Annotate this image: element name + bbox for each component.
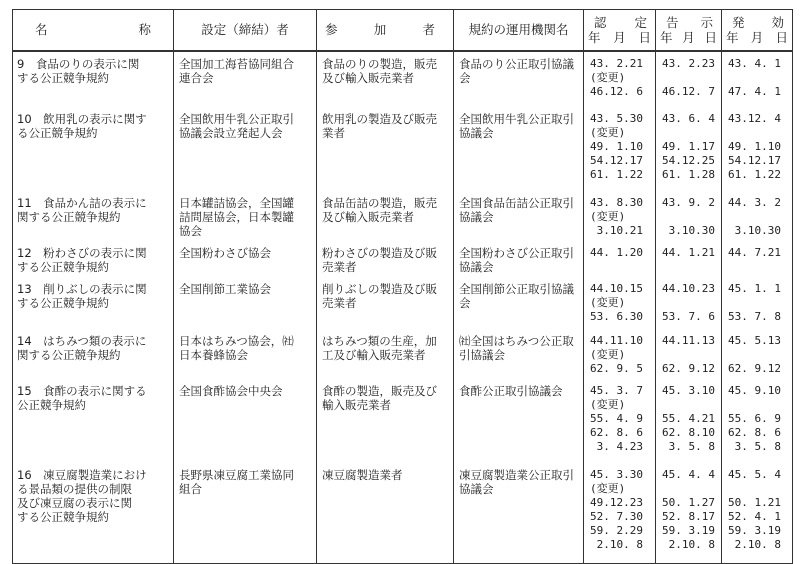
participants-cell — [317, 463, 454, 563]
approval-cell — [584, 191, 656, 241]
effective-cell — [722, 107, 793, 191]
header-approval-char: 定 — [634, 15, 647, 30]
header-year-char: 年 — [726, 30, 739, 45]
header-participants-char: 参 — [325, 22, 338, 37]
effective-dates: 45. 9.10 55. 6. 9 62. 8. 6 3. 5. 8 — [728, 384, 781, 453]
notice-cell — [656, 51, 722, 107]
approval-cell — [584, 277, 656, 329]
effective-dates: 44. 7.21 — [728, 246, 781, 259]
header-notice — [656, 10, 722, 52]
header-month-char: 月 — [613, 30, 626, 45]
regulation-table — [12, 9, 793, 564]
participants-cell — [317, 51, 454, 107]
approval-dates: 45. 3. 7 (変更) 55. 4. 9 62. 8. 6 3. 4.23 — [590, 384, 643, 453]
effective-dates: 43.12. 4 49. 1.10 54.12.17 61. 1.22 — [728, 112, 781, 181]
approval-cell — [584, 463, 656, 563]
setter-cell — [174, 191, 317, 241]
notice-dates: 44.11.13 62. 9.12 — [662, 334, 715, 375]
header-operator-label: 規約の運用機関名 — [468, 22, 569, 37]
notice-cell — [656, 277, 722, 329]
name-text: 14 はちみつ類の表示に 関する公正競争規約 — [17, 334, 147, 362]
header-participants-char: 者 — [422, 22, 435, 37]
table-row — [13, 329, 793, 379]
effective-cell — [722, 51, 793, 107]
approval-cell — [584, 329, 656, 379]
operator-cell — [454, 277, 584, 329]
setter-cell — [174, 107, 317, 191]
notice-dates: 44.10.23 53. 7. 6 — [662, 282, 715, 323]
setter-text: 日本はちみつ協会，㈳ 日本養蜂協会 — [179, 334, 294, 362]
approval-cell — [584, 379, 656, 463]
header-setter — [174, 10, 317, 52]
participants-cell — [317, 191, 454, 241]
operator-cell — [454, 379, 584, 463]
approval-dates: 43. 2.21 (変更) 46.12. 6 — [590, 57, 643, 98]
name-cell — [13, 463, 174, 563]
participants-text: 削りぶしの製造及び販 売業者 — [322, 282, 437, 310]
operator-cell — [454, 191, 584, 241]
participants-text: 飲用乳の製造及び販売 業者 — [322, 112, 437, 140]
header-notice-char: 示 — [700, 15, 713, 30]
header-name-char: 称 — [138, 22, 151, 37]
operator-cell — [454, 107, 584, 191]
setter-text: 全国削節工業協会 — [179, 282, 271, 296]
operator-text: 全国食品缶詰公正取引 協議会 — [459, 196, 574, 224]
header-effective-char: 効 — [771, 15, 784, 30]
approval-cell — [584, 51, 656, 107]
setter-cell — [174, 51, 317, 107]
participants-cell — [317, 379, 454, 463]
name-cell — [13, 379, 174, 463]
participants-cell — [317, 107, 454, 191]
name-text: 9 食品のりの表示に関 する公正競争規約 — [17, 57, 140, 85]
approval-dates: 45. 3.30 (変更) 49.12.23 52. 7.30 59. 2.29 2.10. 8 — [590, 468, 643, 551]
table-row — [13, 51, 793, 107]
table-row — [13, 277, 793, 329]
setter-cell — [174, 379, 317, 463]
notice-cell — [656, 463, 722, 563]
setter-text: 全国食酢協会中央会 — [179, 384, 283, 398]
participants-text: 食品のりの製造，販売 及び輸入販売業者 — [322, 57, 437, 85]
effective-dates: 45. 1. 1 53. 7. 8 — [728, 282, 781, 323]
header-participants-char: 加 — [373, 22, 387, 37]
effective-dates: 44. 3. 2 3.10.30 — [728, 196, 781, 237]
approval-dates: 44. 1.20 — [590, 246, 643, 259]
header-approval — [584, 10, 656, 52]
approval-dates: 43. 5.30 (変更) 49. 1.10 54.12.17 61. 1.22 — [590, 112, 643, 181]
name-cell — [13, 241, 174, 277]
name-text: 16 凍豆腐製造業におけ る景品類の提供の制限 及び凍豆腐の表示に関 する公正競争規約 — [17, 468, 147, 524]
header-setter-label: 設定（締結）者 — [201, 22, 289, 37]
notice-cell — [656, 329, 722, 379]
header-name — [13, 10, 174, 52]
effective-dates: 45. 5. 4 50. 1.21 52. 4. 1 59. 3.19 2.10. 8 — [728, 468, 781, 551]
header-approval-char: 認 — [594, 15, 607, 30]
notice-dates: 45. 3.10 55. 4.21 62. 8.10 3. 5. 8 — [662, 384, 715, 453]
header-effective — [722, 10, 793, 52]
effective-cell — [722, 277, 793, 329]
operator-cell — [454, 51, 584, 107]
header-effective-char: 発 — [732, 15, 745, 30]
header-year-char: 年 — [660, 30, 673, 45]
participants-text: 食品缶詰の製造，販売 及び輸入販売業者 — [322, 196, 437, 224]
operator-cell — [454, 463, 584, 563]
header-month-char: 月 — [682, 30, 695, 45]
header-notice-char: 告 — [666, 15, 679, 30]
setter-text: 全国粉わさび協会 — [179, 246, 271, 260]
effective-cell — [722, 379, 793, 463]
header-operator — [454, 10, 584, 52]
notice-dates: 43. 9. 2 3.10.30 — [662, 196, 715, 237]
approval-cell — [584, 241, 656, 277]
name-cell — [13, 51, 174, 107]
effective-cell — [722, 191, 793, 241]
header-month-char: 月 — [750, 30, 764, 45]
notice-cell — [656, 107, 722, 191]
participants-text: 凍豆腐製造業者 — [322, 468, 403, 482]
header-year-char: 年 — [588, 30, 601, 45]
table-row — [13, 463, 793, 563]
name-cell — [13, 277, 174, 329]
name-cell — [13, 107, 174, 191]
effective-dates: 45. 5.13 62. 9.12 — [728, 334, 781, 375]
name-text: 12 粉わさびの表示に関 する公正競争規約 — [17, 246, 147, 274]
header-participants — [317, 10, 454, 52]
operator-text: 全国飲用牛乳公正取引 協議会 — [459, 112, 574, 140]
setter-text: 全国加工海苔協同組合 連合会 — [179, 57, 294, 85]
header-day-char: 日 — [775, 30, 788, 45]
participants-cell — [317, 241, 454, 277]
name-cell — [13, 191, 174, 241]
participants-text: はちみつ類の生産，加 工及び輸入販売業者 — [322, 334, 437, 362]
operator-text: ㈳全国はちみつ公正取 引協議会 — [459, 334, 574, 362]
notice-cell — [656, 191, 722, 241]
setter-cell — [174, 277, 317, 329]
participants-cell — [317, 277, 454, 329]
table-row — [13, 107, 793, 191]
table-row — [13, 241, 793, 277]
approval-dates: 44.11.10 (変更) 62. 9. 5 — [590, 334, 643, 375]
operator-text: 全国削節公正取引協議 会 — [459, 282, 574, 310]
table-row — [13, 379, 793, 463]
notice-cell — [656, 241, 722, 277]
operator-cell — [454, 241, 584, 277]
operator-text: 食酢公正取引協議会 — [459, 384, 563, 398]
setter-cell — [174, 329, 317, 379]
header-name-char: 名 — [35, 22, 48, 37]
participants-cell — [317, 329, 454, 379]
approval-dates: 44.10.15 (変更) 53. 6.30 — [590, 282, 643, 323]
approval-cell — [584, 107, 656, 191]
effective-cell — [722, 329, 793, 379]
effective-dates: 43. 4. 1 47. 4. 1 — [728, 57, 781, 98]
effective-cell — [722, 241, 793, 277]
setter-text: 日本罐詰協会，全国罐 詰問屋協会，日本製罐 協会 — [179, 196, 294, 238]
effective-cell — [722, 463, 793, 563]
operator-cell — [454, 329, 584, 379]
name-text: 10 飲用乳の表示に関す る公正競争規約 — [17, 112, 147, 140]
notice-cell — [656, 379, 722, 463]
header-row — [13, 10, 793, 52]
participants-text: 食酢の製造，販売及び 輸入販売業者 — [322, 384, 437, 412]
notice-dates: 44. 1.21 — [662, 246, 715, 259]
setter-text: 長野県凍豆腐工業協同 組合 — [179, 468, 294, 496]
notice-dates: 43. 6. 4 49. 1.17 54.12.25 61. 1.28 — [662, 112, 715, 181]
operator-text: 食品のり公正取引協議 会 — [459, 57, 574, 85]
approval-dates: 43. 8.30 (変更) 3.10.21 — [590, 196, 643, 237]
name-cell — [13, 329, 174, 379]
name-text: 15 食酢の表示に関する 公正競争規約 — [17, 384, 147, 412]
table-row — [13, 191, 793, 241]
operator-text: 全国粉わさび公正取引 協議会 — [459, 246, 574, 274]
header-day-char: 日 — [638, 30, 651, 45]
name-text: 13 削りぶしの表示に関 する公正競争規約 — [17, 282, 147, 310]
setter-text: 全国飲用牛乳公正取引 協議会設立発起人会 — [179, 112, 294, 140]
name-text: 11 食品かん詰の表示に 関する公正競争規約 — [17, 196, 147, 224]
header-day-char: 日 — [704, 30, 717, 45]
operator-text: 凍豆腐製造業公正取引 協議会 — [459, 468, 574, 496]
participants-text: 粉わさびの製造及び販 売業者 — [322, 246, 437, 274]
setter-cell — [174, 463, 317, 563]
setter-cell — [174, 241, 317, 277]
notice-dates: 45. 4. 4 50. 1.27 52. 8.17 59. 3.19 2.10. 8 — [662, 468, 715, 551]
notice-dates: 43. 2.23 46.12. 7 — [662, 57, 715, 98]
